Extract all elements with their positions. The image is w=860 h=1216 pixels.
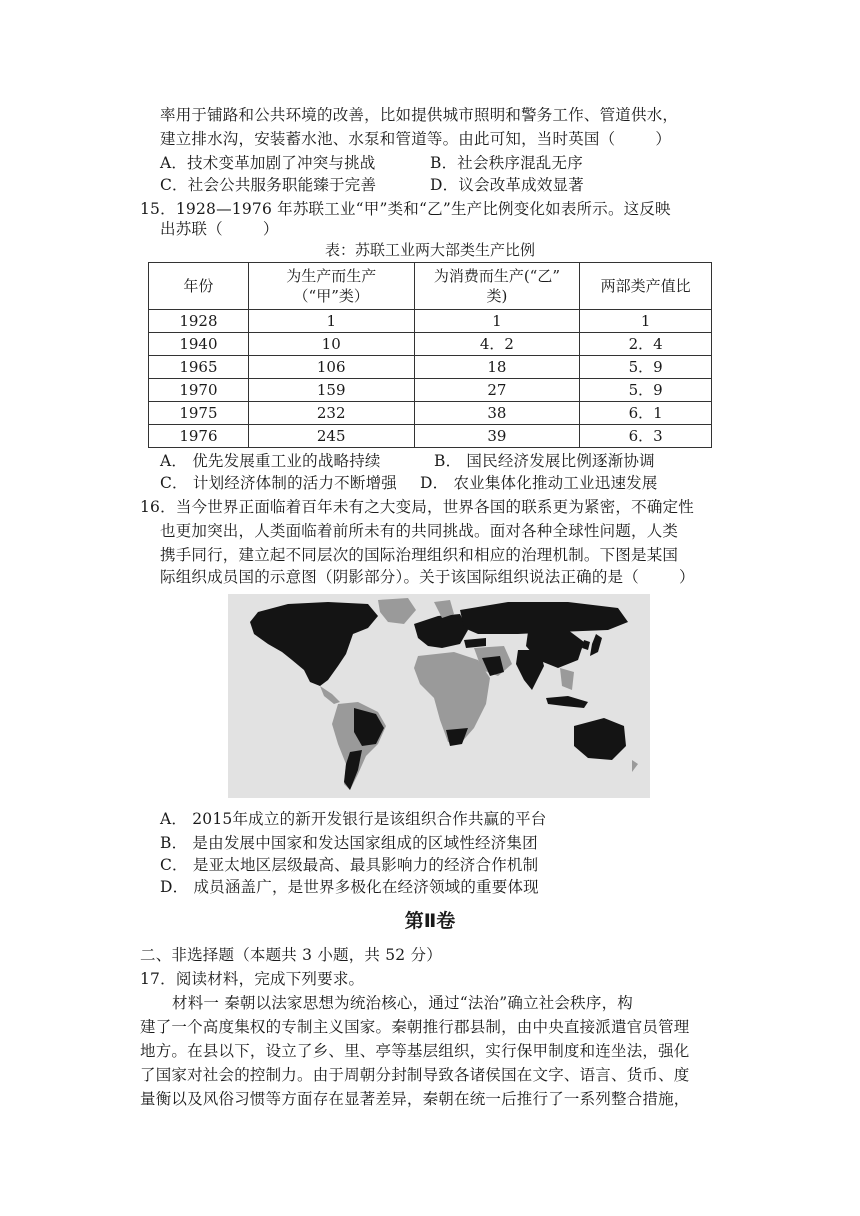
table-header-cell: 为生产而生产 （“甲”类） [248,263,414,310]
table-cell: 1976 [149,425,249,448]
table-cell: 1940 [149,333,249,356]
q15-stem-line: 15．1928—1976 年苏联工业“甲”类和“乙”生产比例变化如表所示。这反映 [140,200,671,218]
q16-option-b: B． 是由发展中国家和发达国家组成的区域性经济集团 [160,834,538,852]
table-header-cell: 两部类产值比 [580,263,712,310]
table-row [149,356,712,379]
q16-option-a: A． 2015年成立的新开发银行是该组织合作共赢的平台 [160,810,547,828]
table-header-row [149,263,712,310]
table-header-cell: 为消费而生产(“乙” 类) [414,263,580,310]
q14-option-b: B．社会秩序混乱无序 [430,154,583,172]
table-cell: 1 [580,310,712,333]
q16-option-c: C． 是亚太地区层级最高、最具影响力的经济合作机制 [160,856,539,874]
table-cell: 1928 [149,310,249,333]
world-map-svg [228,594,650,798]
table-cell: 1970 [149,379,249,402]
world-map-figure [228,594,650,798]
table-cell: 1 [248,310,414,333]
q16-option-d: D． 成员涵盖广，是世界多极化在经济领域的重要体现 [160,878,539,896]
q17-stem: 17．阅读材料，完成下列要求。 [140,970,365,988]
table-cell: 1975 [149,402,249,425]
russia-land [460,602,628,634]
table-cell: 10 [248,333,414,356]
q16-stem-line: 16．当今世界正面临着百年未有之大变局，世界各国的联系更为紧密，不确定性 [140,498,694,516]
table-cell: 1965 [149,356,249,379]
material-paragraph-line: 地方。在县以下，设立了乡、里、亭等基层组织，实行保甲制度和连坐法，强化 [140,1042,690,1060]
material-paragraph-line: 了国家对社会的控制力。由于周朝分封制导致各诸侯国在文字、语言、货币、度 [140,1066,690,1084]
material-paragraph-line: 材料一 秦朝以法家思想为统治核心，通过“法治”确立社会秩序，构 [172,994,633,1012]
q14-option-c: C．社会公共服务职能臻于完善 [160,176,377,194]
q15-option-b: B． 国民经济发展比例逐渐协调 [434,452,655,470]
section-heading: 二、非选择题（本题共 3 小题，共 52 分） [140,946,442,964]
table-cell: 18 [414,356,580,379]
table-row [149,402,712,425]
q14-text-line: 率用于铺路和公共环境的改善，比如提供城市照明和警务工作、管道供水， [160,106,679,124]
table-cell: 159 [248,379,414,402]
table-header-cell: 年份 [149,263,249,310]
material-paragraph-line: 建了一个高度集权的专制主义国家。秦朝推行郡县制，由中央直接派遣官员管理 [140,1018,690,1036]
table-caption: 表：苏联工业两大部类生产比例 [324,241,535,259]
table-cell: 38 [414,402,580,425]
table-cell: 5．9 [580,356,712,379]
q14-option-d: D．议会改革成效显著 [430,176,584,194]
material-paragraph-line: 量衡以及风俗习惯等方面存在显著差异，秦朝在统一后推行了一系列整合措施， [140,1090,690,1108]
table-cell: 1 [414,310,580,333]
q15-option-c: C． 计划经济体制的活力不断增强 [160,474,397,492]
table-row [149,379,712,402]
q15-option-d: D． 农业集体化推动工业迅速发展 [420,474,658,492]
production-ratio-table [148,262,712,448]
table-row [149,310,712,333]
q15-stem-line: 出苏联（ ） [160,220,279,238]
q15-option-a: A． 优先发展重工业的战略持续 [160,452,381,470]
q16-stem-line: 际组织成员国的示意图（阴影部分）。关于该国际组织说法正确的是（ ） [160,568,695,586]
table-cell: 6．3 [580,425,712,448]
table-row [149,333,712,356]
table-cell: 4．2 [414,333,580,356]
q14-option-a: A．技术变革加剧了冲突与挑战 [160,154,376,172]
q16-stem-line: 也更加突出，人类面临着前所未有的共同挑战。面对各种全球性问题，人类 [160,522,679,540]
section-title: 第Ⅱ卷 [404,910,456,932]
table-cell: 106 [248,356,414,379]
table-row [149,425,712,448]
q14-text-line: 建立排水沟，安装蓄水池、水泵和管道等。由此可知，当时英国（ ） [160,130,672,148]
table-cell: 232 [248,402,414,425]
q16-stem-line: 携手同行，建立起不同层次的国际治理组织和相应的治理机制。下图是某国 [160,546,679,564]
table-cell: 27 [414,379,580,402]
table-cell: 2．4 [580,333,712,356]
table-cell: 245 [248,425,414,448]
table-cell: 5．9 [580,379,712,402]
table-cell: 39 [414,425,580,448]
table-cell: 6．1 [580,402,712,425]
